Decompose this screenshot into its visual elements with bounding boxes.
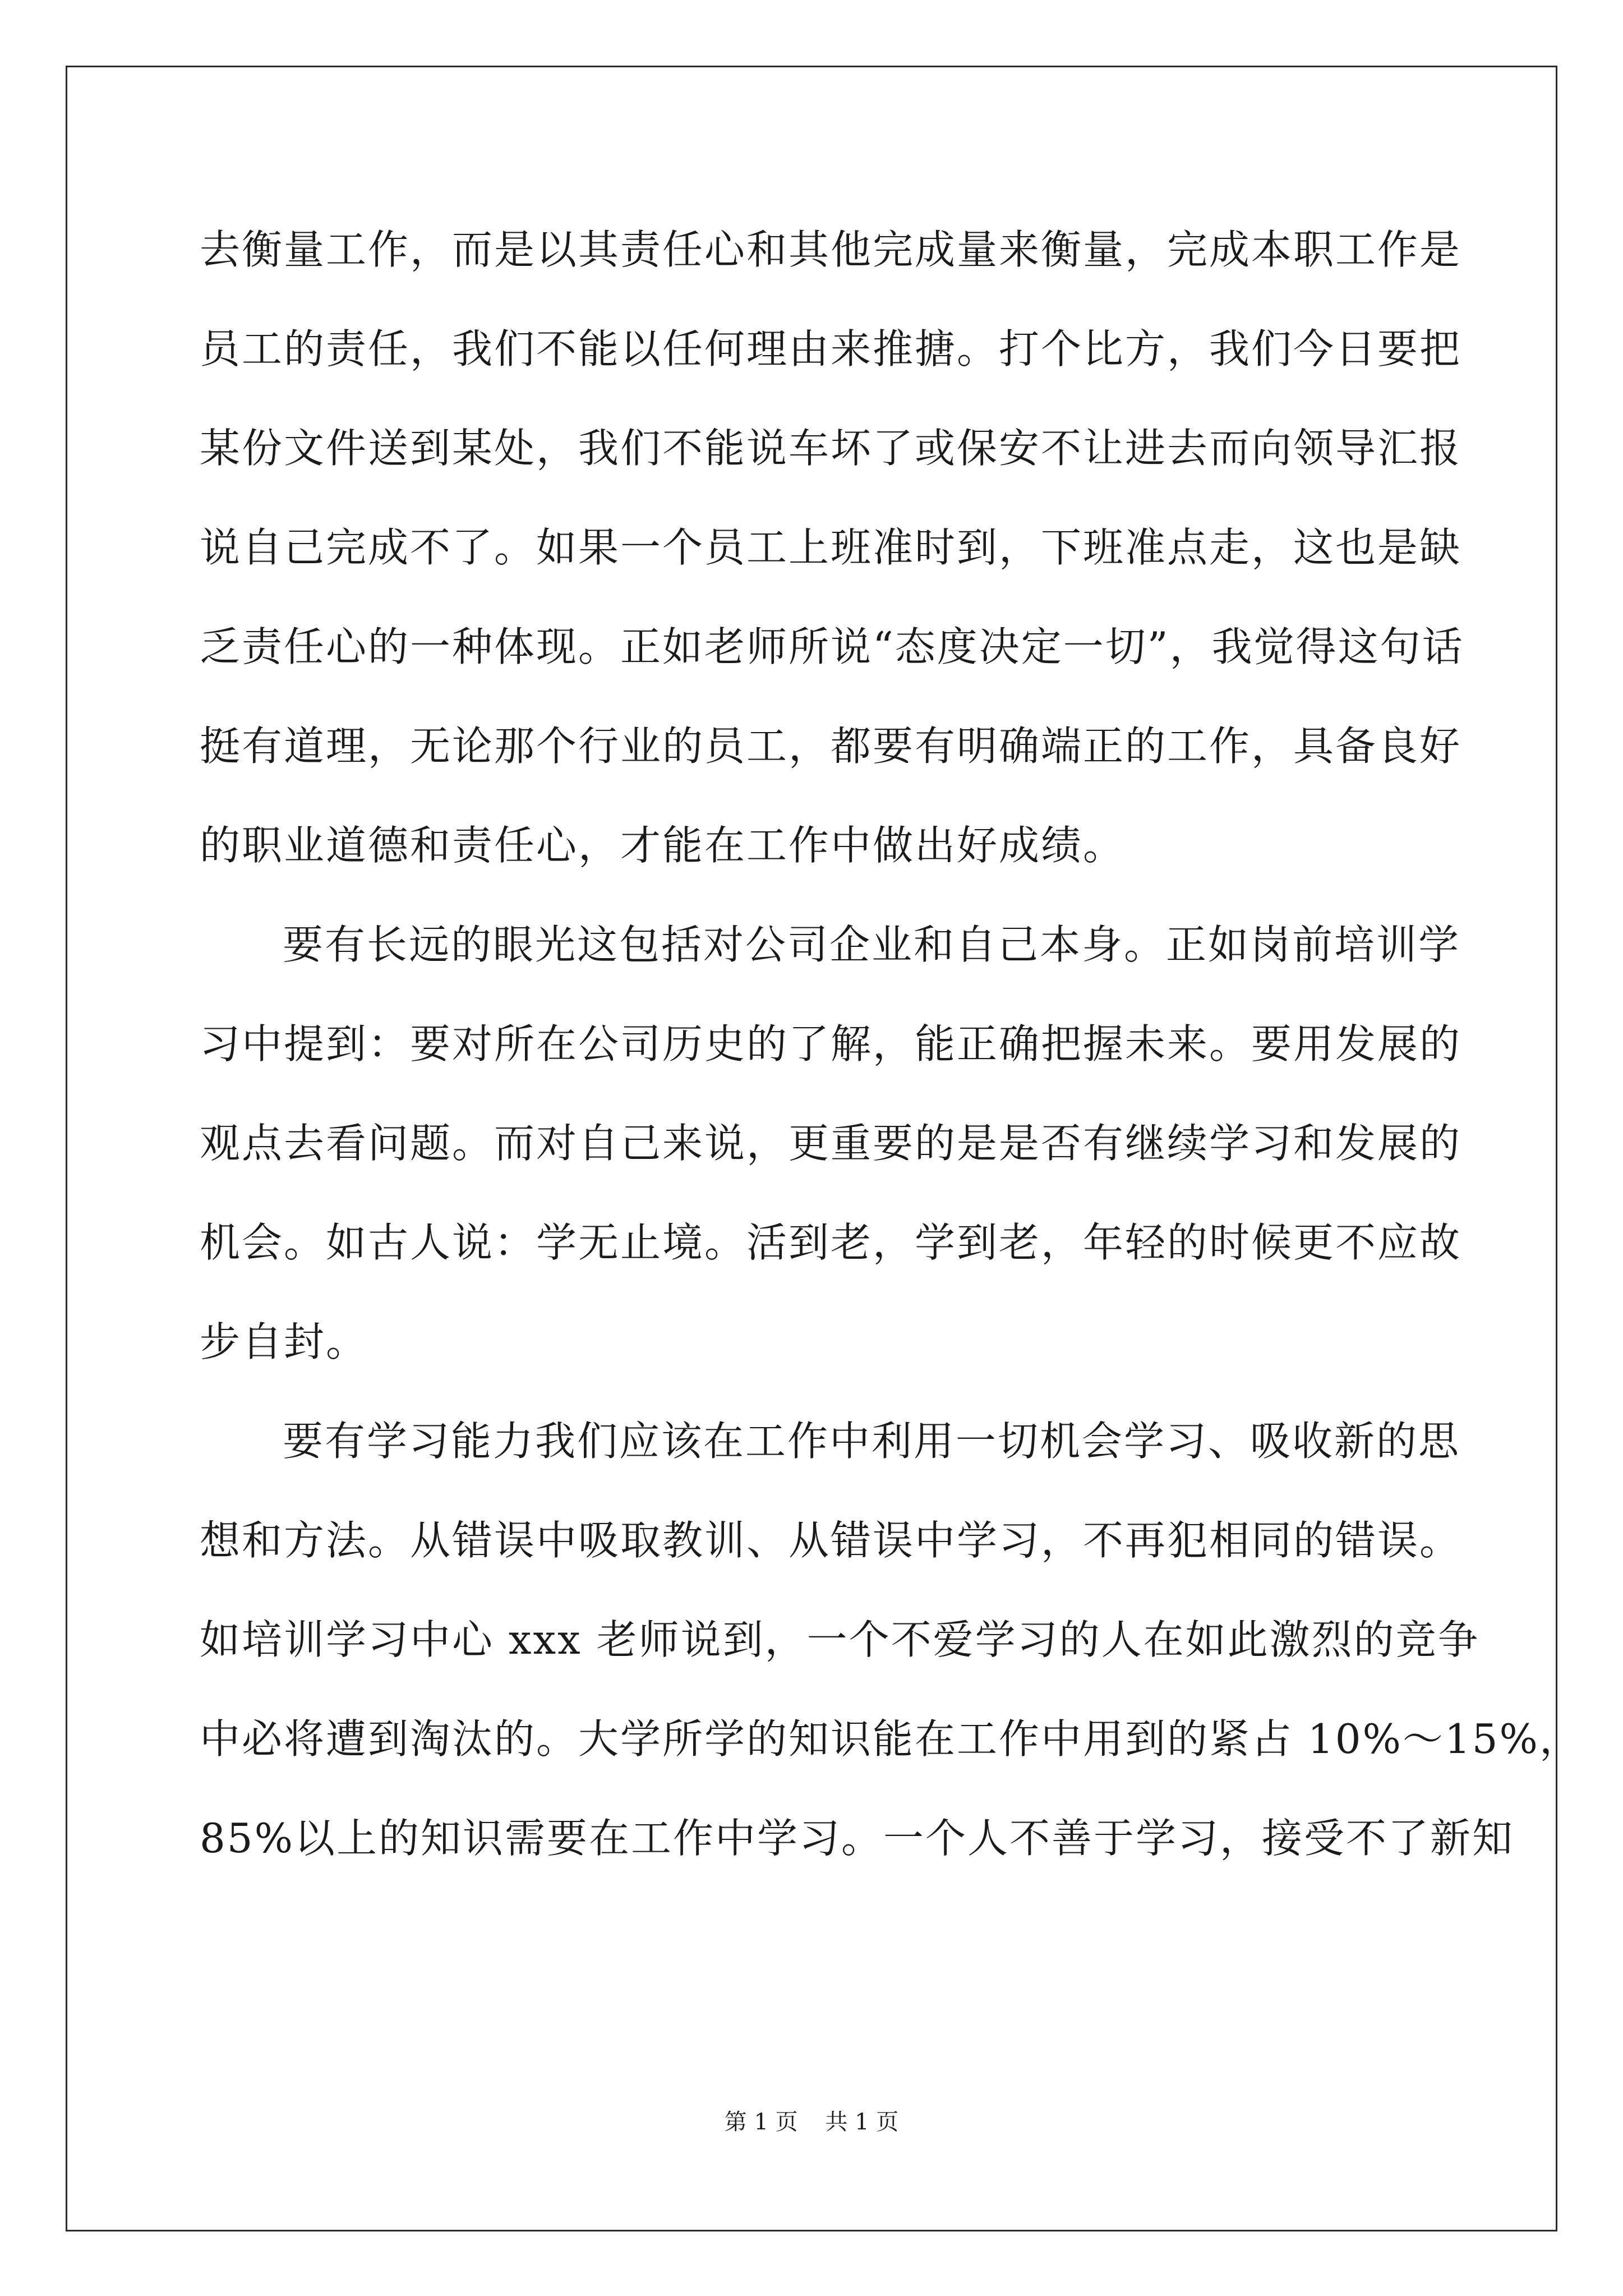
document-body xyxy=(200,216,1581,1904)
text-line: 去衡量工作，而是以其责任心和其他完成量来衡量，完成本职工作是 xyxy=(200,226,1462,273)
page-total: 共 1 页 xyxy=(825,2109,899,2135)
text-line: 挺有道理，无论那个行业的员工，都要有明确端正的工作，具备良好 xyxy=(200,723,1462,770)
paragraph-first-line: 要有学习能力我们应该在工作中利用一切机会学习、吸收新的思 xyxy=(283,1418,1461,1465)
text-line: 习中提到：要对所在公司历史的了解，能正确把握未来。要用发展的 xyxy=(200,1020,1462,1068)
text-line: 85%以上的知识需要在工作中学习。一个人不善于学习，接受不了新知 xyxy=(200,1815,1515,1862)
text-line: 想和方法。从错误中吸取教训、从错误中学习，不再犯相同的错误。 xyxy=(200,1517,1462,1564)
text-line: 乏责任心的一种体现。正如老师所说“态度决定一切”，我觉得这句话 xyxy=(200,623,1464,670)
page-footer xyxy=(0,2108,1623,2136)
text-line: 机会。如古人说：学无止境。活到老，学到老，年轻的时候更不应故 xyxy=(200,1219,1462,1266)
text-line: 中必将遭到淘汰的。大学所学的知识能在工作中用到的紧占 10%～15%， xyxy=(200,1715,1581,1763)
text-line: 的职业道德和责任心，才能在工作中做出好成绩。 xyxy=(200,822,1126,869)
paragraph-first-line: 要有长远的眼光这包括对公司企业和自己本身。正如岗前培训学 xyxy=(283,921,1461,968)
text-line: 说自己完成不了。如果一个员工上班准时到，下班准点走，这也是缺 xyxy=(200,524,1462,571)
text-line: 观点去看问题。而对自己来说，更重要的是是否有继续学习和发展的 xyxy=(200,1120,1462,1167)
text-line: 员工的责任，我们不能以任何理由来推搪。打个比方，我们今日要把 xyxy=(200,325,1462,372)
text-line: 某份文件送到某处，我们不能说车坏了或保安不让进去而向领导汇报 xyxy=(200,425,1462,472)
text-line: 如培训学习中心 xxx 老师说到，一个不爱学习的人在如此激烈的竞争 xyxy=(200,1616,1480,1663)
text-line: 步自封。 xyxy=(200,1318,368,1365)
page-number: 第 1 页 xyxy=(724,2109,798,2135)
